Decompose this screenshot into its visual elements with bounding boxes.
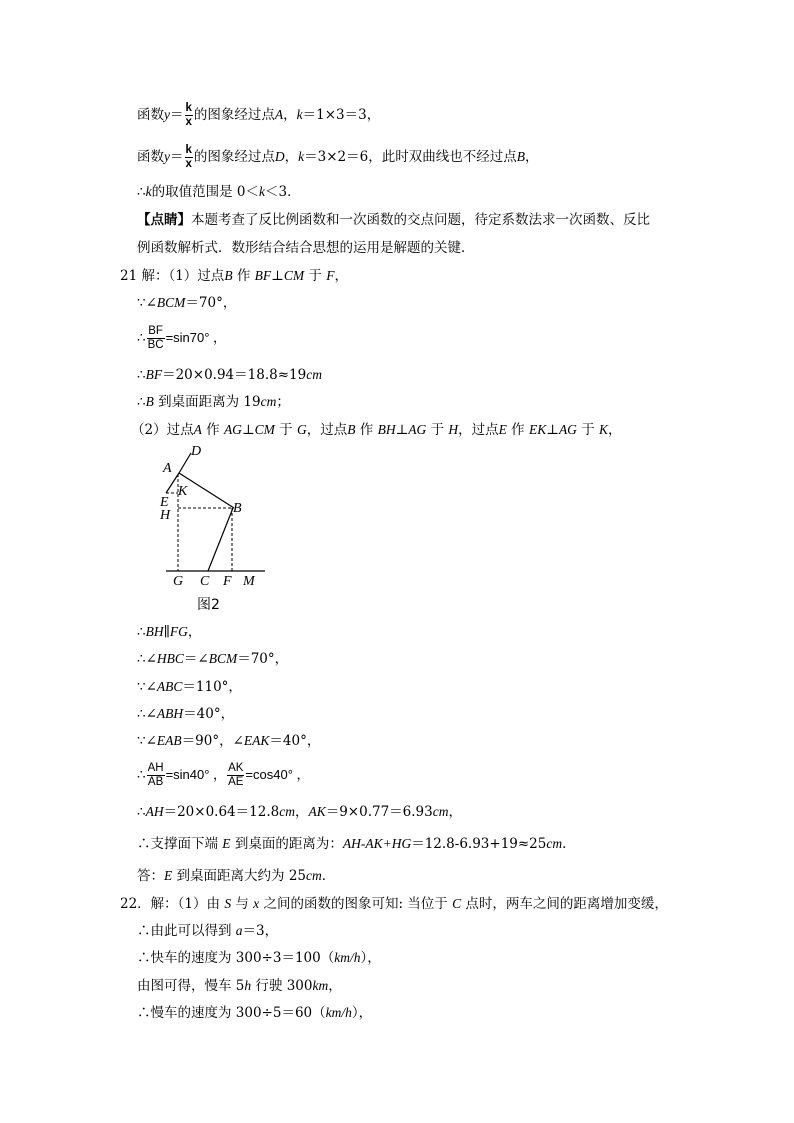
text: ， [283,107,297,123]
text: ∴ [137,184,146,200]
text: ＝3×2＝6，此时双曲线也不经过点 [304,149,517,165]
var-k: k [296,107,303,122]
segment: BF [145,367,163,382]
point-label: G [296,422,307,437]
unit: cm [432,804,449,819]
line-24 [137,976,342,996]
text: ， [294,804,309,820]
text: 行驶 300 [251,978,313,994]
segment-BC [208,508,233,571]
text: ∴ [137,624,146,640]
numerator: k [185,144,192,156]
line-16 [137,731,320,751]
text: ＝20×0.94＝18.8≈19 [162,367,307,383]
text: ＝40°， [183,706,235,722]
unit: cm [260,394,277,409]
angle: EAK [243,733,270,748]
unit: cm [279,804,295,819]
point-label: B [224,268,233,283]
text: 的图象经过点 [193,107,275,123]
point-label: K [599,422,609,437]
unit: km/h [325,1005,352,1020]
segment: AG [558,422,577,437]
text: 点时，两车之间的距离增加变缓， [461,896,668,912]
line-18 [137,802,462,822]
unit: h [244,978,252,993]
line-10 [137,392,290,412]
unit: cm [306,868,322,883]
text: 作 [232,268,255,284]
text: ，过点 [306,422,348,438]
text: ， [328,978,342,994]
label-E: E [160,495,169,510]
label-H: H [160,508,171,523]
denominator: AB [147,776,164,788]
point-label: C [452,896,462,911]
text: ＝20×0.64＝12.8 [163,804,280,820]
text: ∴ [137,767,146,783]
text: ∴慢车的速度为 300÷5＝60（ [137,1005,326,1021]
text: =cos40° ， [245,767,310,782]
text: ⊥ [241,422,255,438]
line-14 [137,677,242,697]
label-M: M [243,574,255,589]
text: ∴由此可以得到 [137,923,236,939]
line-1 [137,102,380,129]
line-8 [137,325,226,352]
text: 到桌面距离为 19 [153,394,261,410]
text: 作 [506,422,529,438]
text: ＝3， [242,923,279,939]
text: ∴∠ [137,651,157,667]
text: ∵∠ [137,295,157,311]
text: 作 [355,422,378,438]
line-5 [137,238,475,258]
text: ， [334,268,348,284]
figure-caption: 图2 [197,597,220,613]
text: ， [187,624,202,640]
point-label: E [164,868,173,883]
point-label: A [193,422,202,437]
text: ⊥ [271,268,284,284]
text: ，过点 [458,422,499,438]
text: 到桌面距离大约为 25 [172,868,307,884]
var-s: S [224,896,232,911]
line-22 [137,921,278,941]
text: 的图象经过点 [193,149,275,165]
text: ∴快车的速度为 300÷3＝100（ [137,950,335,966]
text: 由图可得，慢车 5 [137,978,245,994]
text: ＜3． [264,184,301,200]
label-F: F [223,574,232,589]
label-C: C [200,574,210,589]
text: ＝1×3＝3， [302,107,381,123]
fraction-k-over-x [185,144,193,171]
segment: FG [169,624,188,639]
angle: HBC [156,651,184,666]
denominator: x [185,116,192,128]
var-y: y [164,149,170,164]
text: ， [284,149,299,165]
label-D: D [191,444,202,459]
text: ＝70°， [237,651,289,667]
text: ∴ [137,394,146,410]
text: ∴支撑面下端 [137,836,223,852]
label-B: B [233,501,242,516]
text: ∴ [137,804,146,820]
text: ∴∠ [137,706,157,722]
line-15 [137,704,234,724]
text: 答： [137,868,164,884]
label-K: K [178,484,188,499]
line-3 [137,182,301,202]
segment: BH [145,624,164,639]
text: 之间的函数的图象可知: 当位于 [259,896,453,912]
text: ， [448,804,462,820]
angle: ABC [156,679,183,694]
var-k: k [298,149,305,164]
point-label: E [498,422,507,437]
line-4 [137,210,650,230]
text: ∴ [137,330,146,346]
segment-AD [179,453,191,473]
fraction-ak-over-ae [227,762,244,789]
text: ＝70°， [185,295,237,311]
point-label: E [222,836,231,851]
text: ）， [360,950,381,966]
text: 例函数解析式．数形结合结合思想的运用是解题的关键． [137,240,475,256]
var-x: x [253,896,260,911]
text: ＝40°， [269,733,321,749]
text: （2）过点 [131,422,194,438]
text: 21 解：（1）过点 [120,268,225,284]
point-label: B [516,149,525,164]
segment: BF [254,268,272,283]
fraction-ah-over-ab [147,762,165,789]
point-label: H [448,422,459,437]
text: 于 [576,422,600,438]
text: ， [525,149,539,165]
unit: km/h [334,950,361,965]
point-label: A [274,107,284,122]
text: ∵∠ [137,733,157,749]
numerator: BF [148,325,163,337]
var-a: a [235,923,243,938]
unit: cm [306,367,322,382]
line-11 [131,420,622,440]
segment: CM [254,422,275,437]
point-label: F [326,268,335,283]
label-G: G [173,574,184,589]
comment-tag: 【点睛】 [137,212,191,228]
segment: AK [308,804,326,819]
text: ∴ [137,367,146,383]
text: ＝ [170,107,184,123]
line-9 [137,365,322,385]
denominator: x [185,158,192,170]
formula: AH-AK+HG [342,836,412,851]
angle: EAB [156,733,182,748]
fraction-bf-over-bc [147,325,165,352]
label-A: A [163,461,172,476]
text: ＝9×0.77＝6.93 [325,804,433,820]
text: ⊥ [546,422,559,438]
text: ＝∠ [183,651,209,667]
line-21 [120,894,668,914]
text: ＝110°， [182,679,242,695]
text: 22．解：（1）由 [120,896,225,912]
line-25 [137,1003,372,1023]
text: ＝90°，∠ [181,733,244,749]
text: 与 [231,896,254,912]
denominator: BC [147,339,164,351]
fraction-k-over-x [185,102,193,129]
unit: cm [546,836,563,851]
text: 到桌面的距离为： [230,836,343,852]
segment: CM [283,268,305,283]
line-7 [137,293,236,313]
angle: BCM [208,651,238,666]
text: ； [276,394,290,410]
segment: AG [408,422,427,437]
numerator: AH [147,762,164,774]
denominator: AE [228,776,244,788]
text: 函数 [137,107,164,123]
text: 本题考查了反比例函数和一次函数的交点问题，待定系数法求一次函数、反比 [191,212,650,228]
numerator: k [185,102,192,114]
var-k: k [258,184,265,199]
line-13 [137,649,288,669]
line-19 [137,834,576,854]
text: 函数 [137,149,164,165]
text: ＝ [170,149,184,165]
var-k: k [145,184,152,199]
text: ⊥ [395,422,409,438]
line-20 [137,866,335,886]
point-label: B [145,394,154,409]
segment: EK [528,422,547,437]
line-6 [120,266,348,286]
var-y: y [164,107,170,122]
text: ， [608,422,622,438]
line-12 [137,622,201,642]
unit: km [312,978,329,993]
line-23 [137,948,381,968]
point-label: B [347,422,356,437]
line-17 [137,762,310,789]
text: 的取值范围是 0＜ [151,184,259,200]
numerator: AK [228,762,244,774]
text: =sin70° ， [165,330,227,345]
text: ∥ [163,624,170,640]
text: =sin40° ， [165,767,227,782]
angle: BCM [156,295,186,310]
text: ∵∠ [137,679,157,695]
line-2 [137,144,539,171]
text: 于 [426,422,449,438]
point-label: D [274,149,285,164]
text: 于 [274,422,297,438]
segment: AH [145,804,164,819]
text: ）， [351,1005,373,1021]
segment: BH [377,422,396,437]
text: ＝12.8-6.93+19≈25 [411,836,547,852]
text: 于 [304,268,327,284]
text: ． [321,868,336,884]
angle: ABH [156,706,184,721]
text: 作 [201,422,224,438]
text: ． [562,836,576,852]
figure-2-diagram [140,440,290,615]
segment: AG [223,422,242,437]
